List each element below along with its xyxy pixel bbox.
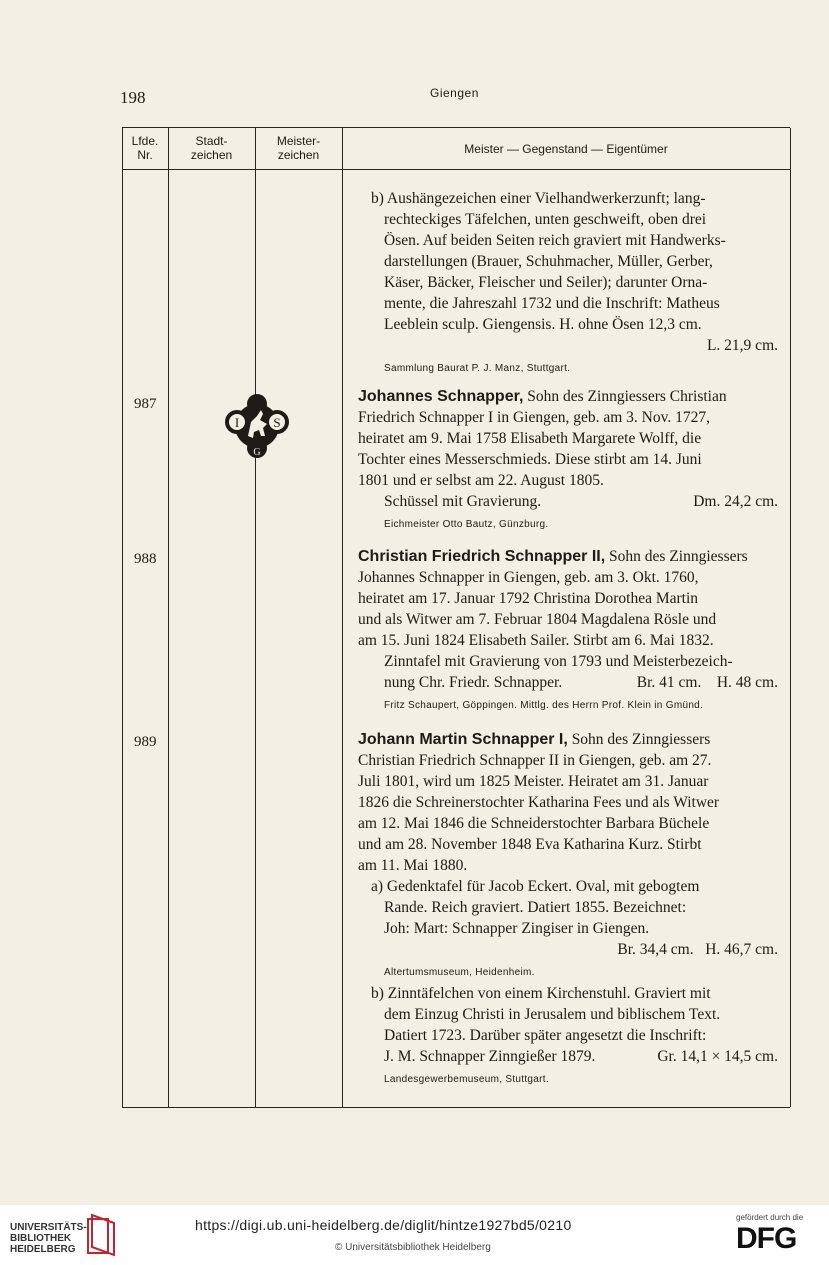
copyright-text: © Universitätsbibliothek Heidelberg	[335, 1242, 491, 1253]
entry-989: Johann Martin Schnapper I, Sohn des Zinngiessers Christian Friedrich Schnapper II in Giengen, geb. am 27. Juli 1801, wird um 1825 Meister. Heiratet am 31. Januar 1826 die Schreinerstochter Katharina Fees und als Witwer am 12. Mai 1846 die Schneiderstochter Barbara Büchele und am 28. November 1848 Eva Katharina Kurz. Stirbt am 11. Mai 1880. a) Gedenktafel für Jacob Eckert. Oval, mit gebogtem Rande. Reich graviert. Datiert 1855. Bezeichnet: Joh: Mart: Schnapper Zingiser in Giengen. Br. 34,4 cm. H. 46,7 cm. Altertumsmuseum, Heidenheim. b) Zinntäfelchen von einem Kirchenstuhl. Graviert mit dem Einzug Christi in Jerusalem und biblischem Text. Datiert 1723. Darüber später angesetzt die Inschrift: J. M. Schnapper Zinngießer 1879. Gr. 14,1 × 14,5 cm. Landesgewerbemuseum, Stuttgart.	[358, 729, 778, 1090]
col-header-master-mark: Meister- zeichen	[276, 134, 321, 162]
master-name: Christian Friedrich Schnapper II,	[358, 548, 606, 565]
mark-letter: G	[253, 447, 261, 458]
entry-987: Johannes Schnapper, Sohn des Zinngiessers Christian Friedrich Schnapper I in Giengen, geb. am 3. Nov. 1727, heiratet am 9. Mai 1758 Elisabeth Margarete Wolff, die Tochter eines Messerschmieds. Diese stirbt am 14. Juni 1801 und er selbst am 22. August 1805. Schüssel mit Gravierung. Dm. 24,2 cm. Eichmeister Otto Bautz, Günzburg.	[358, 386, 778, 535]
entry-989a-source: Altertumsmuseum, Heidenheim.	[384, 967, 535, 978]
entry-987-source: Eichmeister Otto Bautz, Günzburg.	[384, 519, 549, 530]
entry-988: Christian Friedrich Schnapper II, Sohn des Zinngiessers Johannes Schnapper in Giengen, geb. am 3. Okt. 1760, heiratet am 17. Januar 1792 Christina Dorothea Martin und als Witwer am 7. Februar 1804 Magdalena Rösle und am 15. Juni 1824 Elisabeth Sailer. Stirbt am 6. Mai 1832. Zinntafel mit Gravierung von 1793 und Meisterbezeich- nung Chr. Friedr. Schnapper. Br. 41 cm. H. 48 cm. Fritz Schaupert, Göppingen. Mittlg. des Herrn Prof. Klein in Gmünd.	[358, 546, 778, 716]
funding-note: gefördert durch die	[736, 1213, 804, 1222]
master-name: Johann Martin Schnapper I,	[358, 731, 568, 748]
col-header-number: Lfde. Nr.	[131, 134, 159, 162]
entry-988-source: Fritz Schaupert, Göppingen. Mittlg. des Herrn Prof. Klein in Gmünd.	[384, 700, 704, 711]
entry-number-987: 987	[134, 396, 157, 412]
page-number: 198	[120, 88, 146, 107]
catalog-table	[122, 127, 790, 1108]
entry-number-988: 988	[134, 551, 157, 567]
footer-bar	[0, 1205, 829, 1265]
col-header-main: Meister — Gegenstand — Eigentümer	[464, 142, 668, 156]
entry-b-line: b) Aushängezeichen einer Vielhandwerkerzunft; lang-	[371, 190, 706, 207]
entry-989b-source: Landesgewerbemuseum, Stuttgart.	[384, 1074, 549, 1085]
entry-number-989: 989	[134, 734, 157, 750]
entry-b-source: Sammlung Baurat P. J. Manz, Stuttgart.	[384, 363, 571, 374]
entry-b-continuation: b) Aushängezeichen einer Vielhandwerkerzunft; lang- rechteckiges Täfelchen, unten geschweift, oben drei Ösen. Auf beiden Seiten reich graviert mit Handwerks- darstellungen (Brauer, Schuhmacher, Müller, Gerber, Käser, Bäcker, Fleischer und Seiler); darunter Orna- mente, die Jahreszahl 1732 und die Inschrift: Matheus Leeblein sculp. Giengensis. H. ohne Ösen 12,3 cm. L. 21,9 cm. Sammlung Baurat P. J. Manz, Stuttgart.	[358, 188, 778, 379]
permalink-url[interactable]: https://digi.ub.uni-heidelberg.de/diglit/hintze1927bd5/0210	[195, 1217, 572, 1233]
pewter-mark-icon	[223, 392, 291, 460]
entry-b-dimension: L. 21,9 cm.	[706, 337, 778, 354]
running-head: Giengen	[430, 86, 479, 100]
mark-letter: S	[273, 415, 281, 430]
ub-logo-icon	[86, 1213, 116, 1257]
col-header-town-mark: Stadt- zeichen	[190, 134, 233, 162]
mark-letter: I	[234, 415, 240, 430]
ub-heidelberg-logo[interactable]: UNIVERSITÄTS- BIBLIOTHEK HEIDELBERG	[10, 1222, 87, 1255]
master-name: Johannes Schnapper,	[358, 388, 524, 405]
dfg-logo[interactable]: DFG	[736, 1222, 797, 1255]
